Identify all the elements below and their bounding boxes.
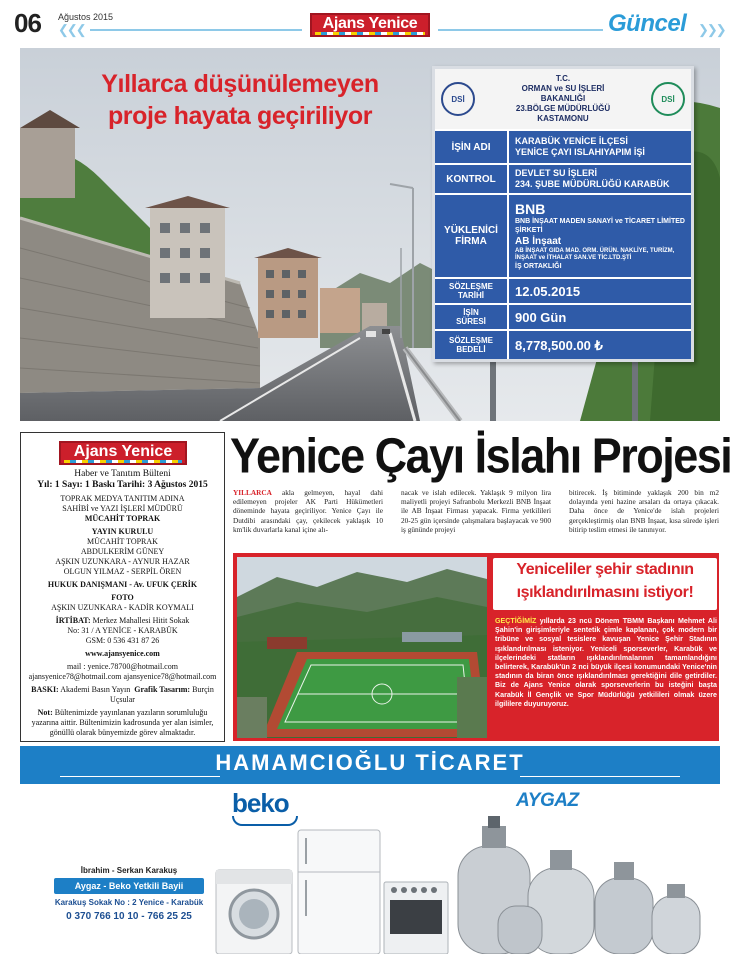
article-headline: Yenice Çayı İslahı Projesi xyxy=(230,427,732,484)
ad-title: HAMAMCIOĞLU TİCARET xyxy=(215,750,525,775)
imprint-issue: Yıl: 1 Sayı: 1 Baskı Tarihi: 3 Ağustos 2015 xyxy=(37,480,208,490)
stadium-illustration xyxy=(237,557,487,738)
ad-contact xyxy=(54,866,204,922)
beko-smile-icon xyxy=(232,816,298,826)
ad-owner-names: İbrahim - Serkan Karakuş xyxy=(80,866,178,875)
stadium-news-box xyxy=(233,553,719,741)
advertisement xyxy=(20,746,720,954)
ad-dealer-badge: Aygaz - Beko Yetkili Bayii xyxy=(54,878,204,894)
masthead-logo: Ajans Yenice xyxy=(310,13,430,37)
aygaz-logo: AYGAZ xyxy=(516,790,579,811)
article-column-2: nacak ve islah edilecek. Yaklaşık 9 milyon lira maliyetli projeyi Safranbolu Merkezli BNB İnşaat ile AB İnşaat Firması yapacak. Firma yetkilileri 20-25 gün içersinde çalışmalara başlayacak ve 900 iş gününde projeyi xyxy=(401,488,551,534)
website-link[interactable]: www.ajansyenice.com xyxy=(85,649,160,658)
ministry-logo-icon: DSİ xyxy=(651,82,685,116)
project-sign-board xyxy=(432,66,694,362)
page-number: 06 xyxy=(14,8,41,38)
sign-row-price: SÖZLEŞME BEDELİ 8,778,500.00 ₺ xyxy=(435,329,691,359)
imprint-masthead-logo: Ajans Yenice xyxy=(59,441,187,465)
article-column-3: bitirecek. İş bitiminde yaklaşık 200 bin m2 dolayında yeni hazine arsaları da ortaya çıkacak. Daha önce de Yenice'de islah projeleri gerçekleştirmiş olan BNB İnşaat, kısa sürede işleri bitirip teslim etmesi ile tanınıyor. xyxy=(569,488,719,534)
header-rule-right xyxy=(438,29,603,31)
hero-headline xyxy=(70,68,410,132)
ad-phone: 0 370 766 10 10 - 766 25 25 xyxy=(66,911,192,922)
sign-row-job: İŞİN ADI KARABÜK YENİCE İLÇESİ YENİCE ÇAYI ISLAHIYAPIM İŞİ xyxy=(435,129,691,163)
dsi-logo-icon: DSİ xyxy=(441,82,475,116)
stadium-headline: Yeniceliler şehir stadının ışıklandırılmasını istiyor! xyxy=(493,558,717,610)
hero-headline-line-1: Yıllarca düşünülemeyen xyxy=(101,70,379,98)
sign-row-contractor: YÜKLENİCİ FİRMA BNB BNB İNŞAAT MADEN SANAYİ ve TİCARET LİMİTED ŞİRKETİ AB İnşaat AB İNŞAAT GIDA MAD. ORM. ÜRÜN. NAKLİYE, TURİZM, İNŞAAT ve İTHALAT SAN.VE TİC.LTD.ŞTİ İŞ ORTAKLIĞI xyxy=(435,193,691,277)
section-title: Güncel xyxy=(608,10,687,37)
ad-address: Karakuş Sokak No : 2 Yenice - Karabük xyxy=(54,898,204,907)
header-rule-left xyxy=(90,29,302,31)
imprint-subtitle: Haber ve Tanıtım Bülteni xyxy=(74,469,171,479)
beko-logo: beko xyxy=(232,788,289,818)
sign-row-contract-date: SÖZLEŞME TARİHİ 12.05.2015 xyxy=(435,277,691,303)
stadium-body: GEÇTİĞİMİZ yıllarda 23 ncü Dönem TBMM Başkanı Mehmet Ali Şahin'in girişimleriyle sentetik çimle kaplanan, çok modern bir tribüne ve sosyal tesislere kavuşan Yenice Şehir Stadının ışıklandırılması isteniyor. Yeniceli sporseverler, Karabük ve ilçelerindeki statların ışıklandırılmalarının tamamlandığını belirterek, Karabük'ün 2 nci büyük ilçesi konumundaki Yenice'nin stadının da biran önce ışıklandırılması gerektiğini dile getirdiler. Biz de Ajans Yenice olarak sporseverlerin bu isteğini başta Karabük İl Gençlik ve Spor Müdürlüğü yetkilileri olmak üzere ilgililere duyuruyoruz. xyxy=(495,617,717,708)
imprint-box xyxy=(20,432,225,742)
chevrons-right-icon: ❯❯❯ xyxy=(698,22,725,37)
email-link[interactable]: mail : yenice.78700@hotmail.com xyxy=(67,662,178,671)
sign-ministry: T.C. ORMAN ve SU İŞLERİ BAKANLIĞI 23.BÖLGE MÜDÜRLÜĞÜ KASTAMONU xyxy=(515,74,611,123)
imprint-text: Haber ve Tanıtım Bülteni Yıl: 1 Sayı: 1 Baskı Tarihi: 3 Ağustos 2015 TOPRAK MEDYA TANITIM ADINA SAHİBİ ve YAZI İŞLERİ MÜDÜRÜ MÜCAHİT TOPRAK YAYIN KURULU MÜCAHİT TOPRAK ABDULKERİM GÜNEY AŞKIN UZUNKARA - AYNUR HAZAR OLGUN YILMAZ - SERPİL ÖREN HUKUK DANIŞMANI - Av. UFUK ÇERİK FOTO AŞKIN UZUNKARA - KADİR KOYMALI İRTİBAT: Merkez Mahallesi Hitit Sokak No: 31 / A YENİCE - KARABÜK GSM: 0 536 431 87 26 www.ajansyenice.com mail : yenice.78700@hotmail.com ajansyenice78@hotmail.com ajansyenice78@hotmail.com BASKI: Akademi Basın Yayın Grafik Tasarım: Burçin Uçsular Not: Bültenimizde yayınlanan yazıların sorumluluğu yazarına aittir. Bültenimizin kadrosunda yer alan isimler, gönüllü olarak bünyemizde görev almaktadır. xyxy=(25,469,220,738)
stadium-photo xyxy=(237,557,487,738)
article-body xyxy=(233,488,719,544)
sign-header xyxy=(435,69,691,129)
page-header xyxy=(0,0,751,44)
email-link-secondary[interactable]: ajansyenice78@hotmail.com ajansyenice78@hotmail.com xyxy=(28,672,217,681)
hero-photo xyxy=(20,48,720,421)
issue-date: Ağustos 2015 xyxy=(58,12,114,22)
sign-row-control: KONTROL DEVLET SU İŞLERİ 234. ŞUBE MÜDÜRLÜĞÜ KARABÜK xyxy=(435,163,691,193)
hero-headline-line-2: proje hayata geçiriliyor xyxy=(107,102,373,130)
article-column-1: YILLARCA akla gelmeyen, hayal dahi edilemeyen projeler AK Parti Hükümetleri döneminde hayata geçiriliyor. Yenice Çayı ile Dutdibi arasındaki çay, çekilecek yaklaşık 10 km'lik duvarlarla kanal içine alı- xyxy=(233,488,383,534)
sign-row-duration: İŞİN SÜRESİ 900 Gün xyxy=(435,303,691,329)
chevrons-left-icon: ❮❮❮ xyxy=(58,22,85,37)
